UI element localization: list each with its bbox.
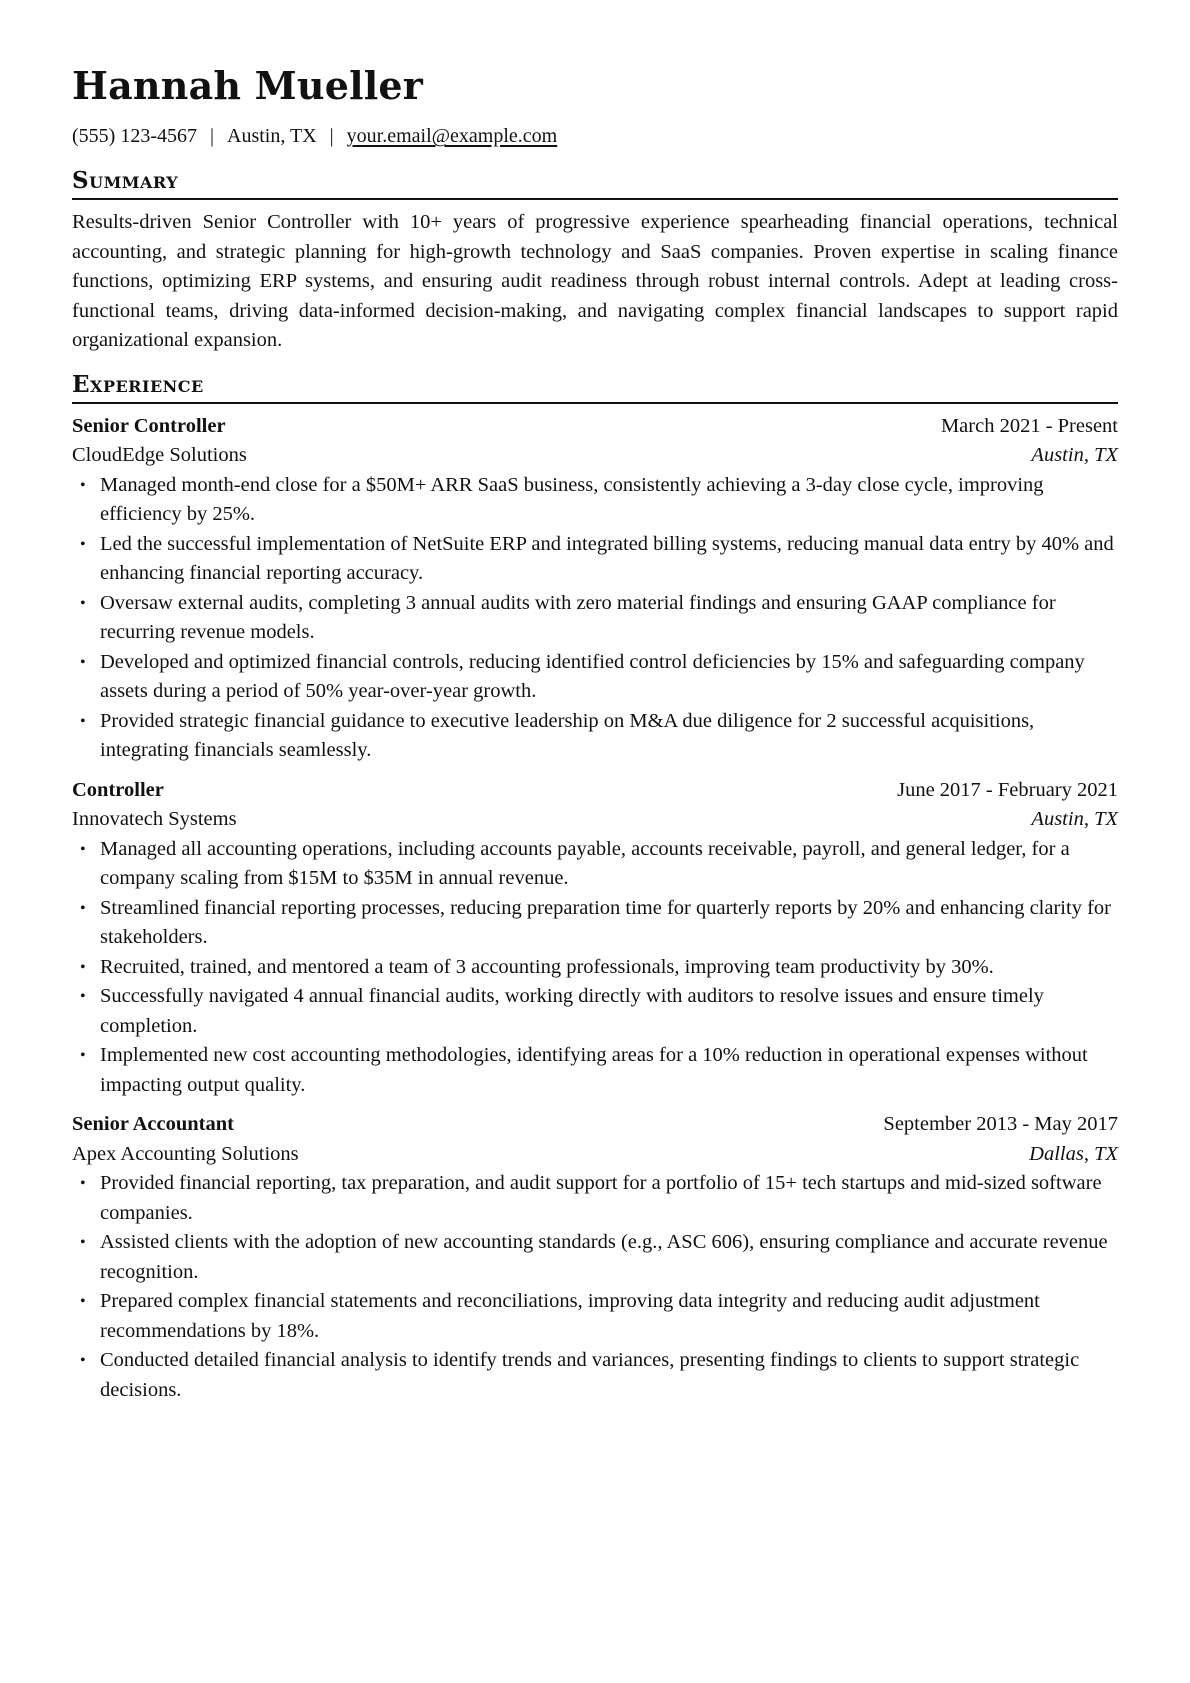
bullet-text: Assisted clients with the adoption of new accounting standards (e.g., ASC 606), ensuring compliance and accurate revenue recognition. <box>100 1231 1108 1283</box>
bullet-text: Provided financial reporting, tax preparation, and audit support for a portfolio of 15+ tech startups and mid-sized software companies. <box>100 1172 1102 1224</box>
bullet-icon: • <box>80 653 86 671</box>
bullet-text: Recruited, trained, and mentored a team of 3 accounting professionals, improving team productivity by 30%. <box>100 955 994 978</box>
resume-page <box>72 58 1118 1405</box>
job-subheader <box>72 1140 1118 1170</box>
job-entry <box>72 1110 1118 1405</box>
contact-separator: | <box>329 125 334 147</box>
bullet-item <box>72 894 1118 953</box>
job-dates: June 2017 - February 2021 <box>897 778 1118 801</box>
job-title: Controller <box>72 778 164 801</box>
summary-heading: Summary <box>72 166 1118 200</box>
email-link[interactable]: your.email@example.com <box>346 125 558 147</box>
job-entry <box>72 412 1118 766</box>
bullet-icon: • <box>80 1293 86 1310</box>
job-dates: September 2013 - May 2017 <box>883 1113 1118 1135</box>
bullet-item <box>72 953 1118 983</box>
bullet-item <box>72 1228 1118 1287</box>
bullet-item <box>72 530 1118 589</box>
bullet-text: Developed and optimized financial controls, reducing identified control deficiencies by 15% and safeguarding company assets during a period of 50% year-over-year growth. <box>100 650 1085 702</box>
bullet-item <box>72 1346 1118 1405</box>
contact-line <box>72 122 1118 150</box>
bullet-item <box>72 648 1118 707</box>
bullet-text: Managed month-end close for a $50M+ ARR SaaS business, consistently achieving a 3-day close cycle, improving efficiency by 25%. <box>100 473 1044 525</box>
phone-number: (555) 123-4567 <box>72 125 197 147</box>
bullet-item <box>72 471 1118 530</box>
job-header <box>72 412 1118 442</box>
bullet-icon: • <box>80 1234 86 1251</box>
bullet-icon: • <box>80 1175 86 1192</box>
job-bullets <box>72 1169 1118 1405</box>
job-dates: March 2021 - Present <box>940 414 1118 437</box>
bullet-icon: • <box>80 712 86 730</box>
job-bullets <box>72 471 1118 766</box>
bullet-text: Prepared complex financial statements and reconciliations, improving data integrity and reducing audit adjustment recommendations by 18%. <box>100 1290 1040 1342</box>
contact-separator: | <box>209 125 214 147</box>
bullet-text: Successfully navigated 4 annual financial audits, working directly with auditors to resolve issues and ensure timely completion. <box>100 985 1044 1037</box>
bullet-item <box>72 1169 1118 1228</box>
bullet-item <box>72 835 1118 894</box>
bullet-item <box>72 589 1118 648</box>
job-location: Dallas, TX <box>1029 1142 1118 1165</box>
bullet-text: Oversaw external audits, completing 3 annual audits with zero material findings and ensuring GAAP compliance for recurring revenue models. <box>100 591 1056 643</box>
bullet-text: Implemented new cost accounting methodologies, identifying areas for a 10% reduction in operational expenses without impacting output quality. <box>100 1044 1088 1096</box>
job-bullets <box>72 835 1118 1101</box>
job-header <box>72 776 1118 806</box>
company-name: Apex Accounting Solutions <box>72 1142 299 1165</box>
job-location: Austin, TX <box>1031 808 1118 830</box>
experience-heading: Experience <box>72 370 1118 404</box>
company-name: CloudEdge Solutions <box>72 444 247 466</box>
bullet-icon: • <box>80 1352 86 1369</box>
candidate-name: Hannah Mueller <box>72 63 423 108</box>
bullet-item <box>72 707 1118 766</box>
job-entry <box>72 776 1118 1101</box>
bullet-text: Led the successful implementation of NetSuite ERP and integrated billing systems, reducing manual data entry by 40% and enhancing financial reporting accuracy. <box>100 532 1114 584</box>
bullet-item <box>72 1041 1118 1100</box>
job-subheader <box>72 441 1118 471</box>
experience-list <box>72 412 1118 1406</box>
bullet-icon: • <box>80 476 86 494</box>
bullet-item <box>72 982 1118 1041</box>
company-name: Innovatech Systems <box>72 808 237 830</box>
bullet-icon: • <box>80 958 86 976</box>
job-subheader <box>72 805 1118 835</box>
bullet-icon: • <box>80 840 86 858</box>
summary-text: Results-driven Senior Controller with 10+ years of progressive experience spearheading financial operations, technical accounting, and strategic planning for high-growth technology and SaaS companies. Proven expertise in scaling finance functions, optimizing ERP systems, and ensuring audit readiness through robust internal controls. Adept at leading cross-functional teams, driving data-informed decision-making, and navigating complex financial landscapes to support rapid organizational expansion. <box>72 211 1118 351</box>
job-location: Austin, TX <box>1031 444 1118 466</box>
job-title: Senior Controller <box>72 414 226 437</box>
bullet-icon: • <box>80 1047 86 1064</box>
job-title: Senior Accountant <box>72 1113 234 1135</box>
job-header <box>72 1110 1118 1140</box>
bullet-text: Provided strategic financial guidance to executive leadership on M&A due diligence for 2 successful acquisitions, integrating financials seamlessly. <box>100 709 1035 761</box>
bullet-text: Conducted detailed financial analysis to identify trends and variances, presenting findings to clients to support strategic decisions. <box>100 1349 1080 1401</box>
bullet-icon: • <box>80 535 86 553</box>
bullet-icon: • <box>80 899 86 917</box>
bullet-item <box>72 1287 1118 1346</box>
bullet-text: Managed all accounting operations, including accounts payable, accounts receivable, payroll, and general ledger, for a company scaling from $15M to $35M in annual revenue. <box>100 837 1070 889</box>
bullet-icon: • <box>80 988 86 1005</box>
bullet-text: Streamlined financial reporting processes, reducing preparation time for quarterly reports by 20% and enhancing clarity for stakeholders. <box>100 896 1111 948</box>
bullet-icon: • <box>80 594 86 612</box>
contact-location: Austin, TX <box>227 125 317 147</box>
